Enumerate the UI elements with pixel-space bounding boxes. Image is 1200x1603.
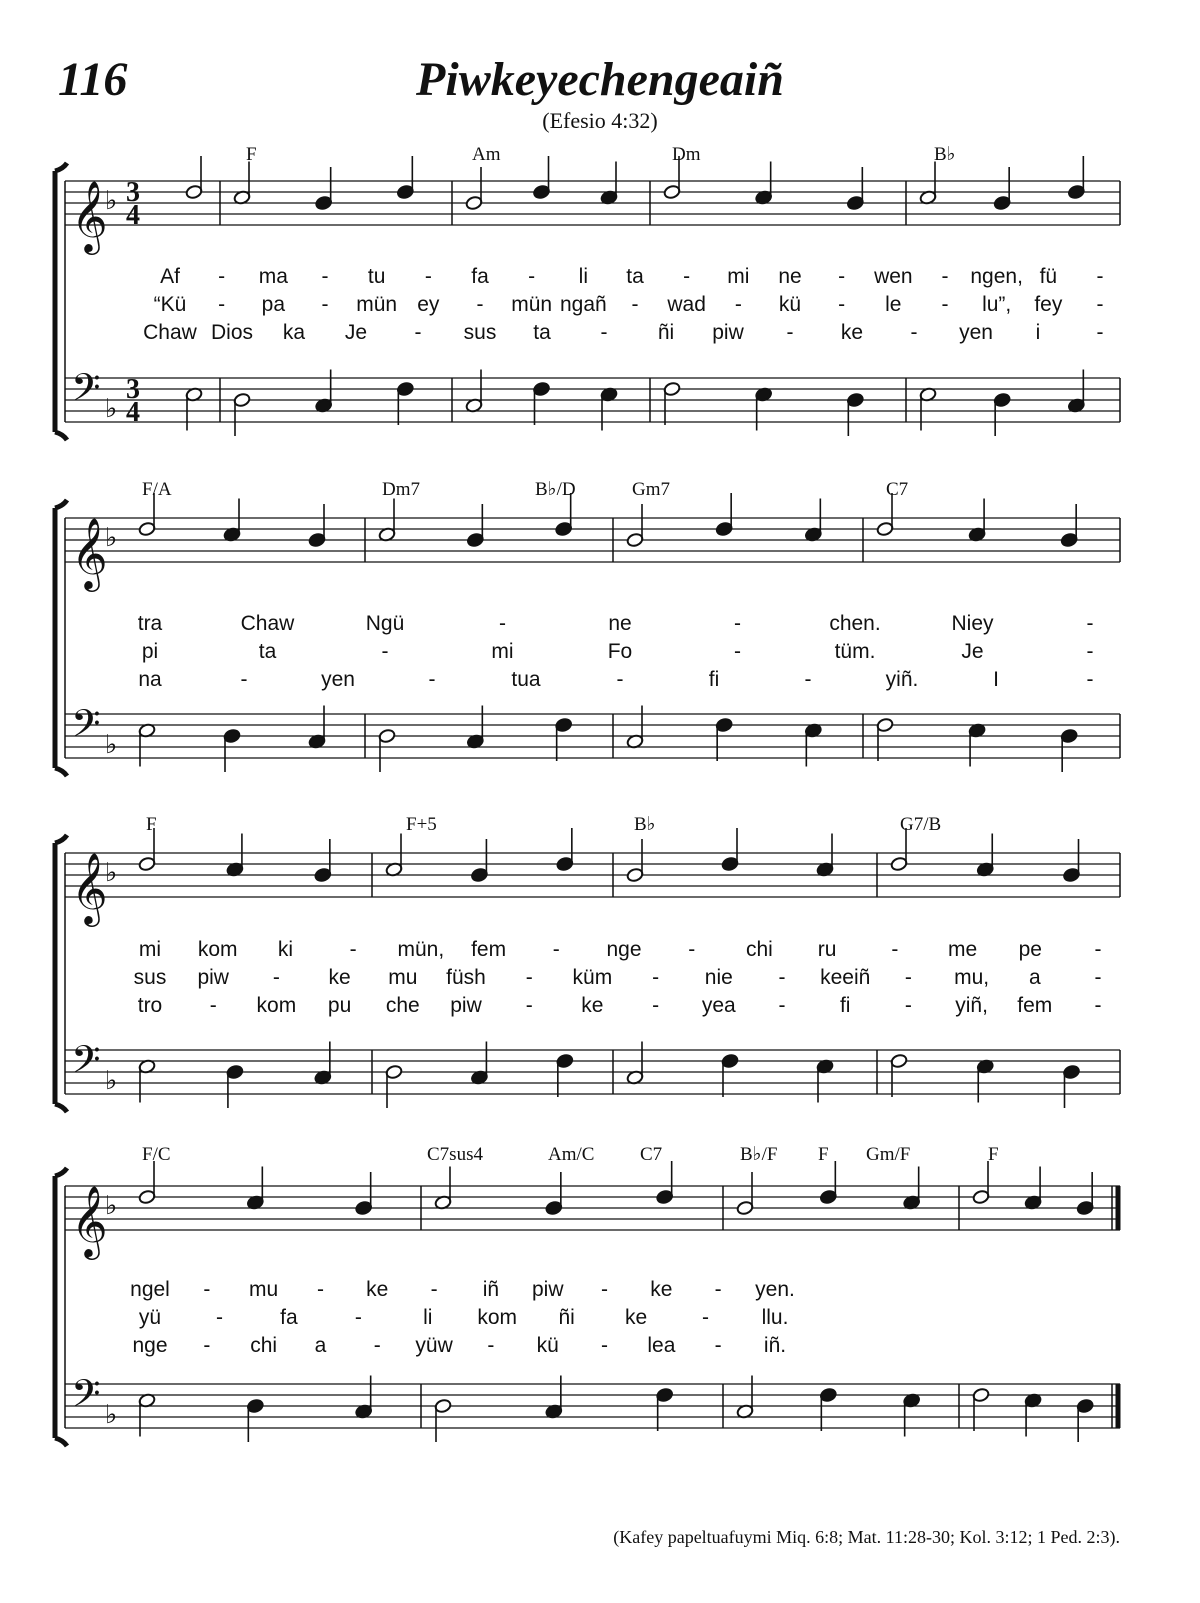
lyric-syllable: fü bbox=[1039, 265, 1058, 288]
treble-staff bbox=[65, 853, 1120, 897]
lyric-hyphen: - bbox=[381, 640, 389, 663]
lyric-hyphen: - bbox=[321, 293, 329, 316]
lyric-hyphen: - bbox=[487, 1334, 495, 1357]
lyric-hyphen: - bbox=[1094, 938, 1102, 961]
lyric-syllable: piw bbox=[531, 1278, 564, 1301]
lyric-hyphen: - bbox=[683, 265, 691, 288]
lyric-syllable: pi bbox=[141, 640, 159, 663]
lyric-hyphen: - bbox=[631, 293, 639, 316]
system-2 bbox=[55, 479, 1120, 776]
bass-staff bbox=[65, 1384, 1120, 1428]
key-signature-flat-icon: ♭ bbox=[105, 523, 118, 553]
lyric-syllable: mu bbox=[249, 1278, 279, 1301]
lyric-hyphen: - bbox=[786, 321, 794, 344]
chord-symbol: F bbox=[818, 1144, 829, 1165]
lyric-hyphen: - bbox=[734, 640, 741, 663]
lyric-hyphen: - bbox=[215, 1306, 223, 1329]
lyric-syllable: piw bbox=[712, 321, 744, 344]
lyric-syllable: a bbox=[314, 1334, 327, 1357]
lyric-syllable: ke bbox=[366, 1278, 389, 1301]
lyric-syllable: ke bbox=[328, 966, 351, 989]
chord-symbol: Gm7 bbox=[632, 479, 670, 500]
lyric-syllable: yiñ, bbox=[955, 994, 988, 1017]
lyric-syllable: mu, bbox=[954, 966, 990, 989]
chord-symbol: Gm/F bbox=[866, 1144, 911, 1165]
bass-clef-icon: 𝄢 bbox=[71, 1037, 101, 1091]
lyric-syllable: sus bbox=[133, 966, 167, 989]
lyric-syllable: fi bbox=[708, 668, 720, 691]
system-3 bbox=[55, 814, 1120, 1112]
lyric-syllable: fi bbox=[839, 994, 851, 1017]
key-signature-flat-icon: ♭ bbox=[105, 1191, 118, 1221]
lyric-syllable: li bbox=[578, 265, 589, 288]
chord-symbol: F/A bbox=[142, 479, 172, 500]
lyric-hyphen: - bbox=[601, 1278, 609, 1301]
lyric-syllable: ru bbox=[817, 938, 837, 961]
lyric-hyphen: - bbox=[688, 938, 696, 961]
lyric-hyphen: - bbox=[525, 966, 533, 989]
lyric-syllable: Fo bbox=[607, 640, 633, 663]
bass-staff bbox=[65, 378, 1120, 422]
lyric-hyphen: - bbox=[778, 966, 786, 989]
system-4 bbox=[55, 1144, 1120, 1446]
lyric-hyphen: - bbox=[941, 293, 949, 316]
lyric-syllable: Je bbox=[344, 321, 368, 344]
key-signature-flat-icon: ♭ bbox=[105, 1066, 118, 1096]
lyric-syllable: li bbox=[423, 1306, 433, 1329]
lyric-syllable: tüm. bbox=[834, 640, 876, 663]
lyric-hyphen: - bbox=[652, 994, 660, 1017]
lyric-syllable: fey bbox=[1034, 293, 1063, 316]
lyric-syllable: mün bbox=[511, 293, 553, 316]
lyric-syllable: Je bbox=[961, 640, 984, 663]
lyric-syllable: le bbox=[885, 293, 902, 316]
lyric-syllable: chen. bbox=[829, 612, 881, 635]
lyric-syllable: ñi bbox=[558, 1306, 575, 1329]
lyric-hyphen: - bbox=[778, 994, 786, 1017]
time-signature-bottom: 4 bbox=[126, 200, 140, 231]
key-signature-flat-icon: ♭ bbox=[105, 186, 118, 216]
chord-symbol: F bbox=[988, 1144, 999, 1165]
lyric-syllable: kom bbox=[477, 1306, 518, 1329]
chord-symbol: C7sus4 bbox=[427, 1144, 483, 1165]
lyric-syllable: na bbox=[138, 668, 162, 691]
chord-symbol: Dm bbox=[672, 144, 701, 165]
lyric-syllable: pa bbox=[261, 293, 286, 316]
lyric-syllable: fa bbox=[280, 1306, 298, 1329]
lyric-syllable: yü bbox=[138, 1306, 162, 1329]
lyric-syllable: ta bbox=[626, 265, 644, 288]
lyric-syllable: ke bbox=[581, 994, 604, 1017]
lyric-hyphen: - bbox=[424, 265, 432, 288]
lyric-syllable: chi bbox=[250, 1334, 278, 1357]
lyric-syllable: mi bbox=[491, 640, 514, 663]
lyric-syllable: a bbox=[1028, 966, 1041, 989]
lyric-syllable: ta bbox=[533, 321, 551, 344]
lyric-syllable: fem bbox=[471, 938, 507, 961]
time-signature-top: 3 bbox=[126, 177, 140, 208]
footer-scripture-references: (Kafey papeltuafuymi Miq. 6:8; Mat. 11:28-30; Kol. 3:12; 1 Ped. 2:3). bbox=[613, 1527, 1120, 1547]
hymn-number: 116 bbox=[58, 53, 128, 106]
lyric-syllable: ngel bbox=[130, 1278, 170, 1301]
lyric-hyphen: - bbox=[714, 1334, 722, 1357]
key-signature-flat-icon: ♭ bbox=[105, 730, 118, 760]
time-signature-top: 3 bbox=[126, 374, 140, 405]
chord-symbol: Dm7 bbox=[382, 479, 420, 500]
treble-staff bbox=[65, 518, 1120, 562]
chord-symbol: B♭/F bbox=[740, 1144, 778, 1165]
lyric-hyphen: - bbox=[349, 938, 357, 961]
lyric-hyphen: - bbox=[1086, 668, 1094, 691]
lyric-syllable: mi bbox=[138, 938, 162, 961]
chord-symbol: F+5 bbox=[406, 814, 437, 835]
key-signature-flat-icon: ♭ bbox=[105, 858, 118, 888]
lyric-syllable: iñ. bbox=[763, 1334, 787, 1357]
lyric-syllable: piw bbox=[197, 966, 229, 989]
lyric-hyphen: - bbox=[1086, 640, 1094, 663]
lyric-syllable: mün, bbox=[397, 938, 445, 961]
lyric-hyphen: - bbox=[373, 1334, 381, 1357]
lyric-hyphen: - bbox=[321, 265, 329, 288]
lyric-syllable: “Kü bbox=[153, 293, 187, 316]
lyric-syllable: i bbox=[1035, 321, 1041, 344]
lyric-hyphen: - bbox=[1096, 321, 1104, 344]
lyric-syllable: yen. bbox=[755, 1278, 795, 1301]
lyric-hyphen: - bbox=[1096, 293, 1104, 316]
chord-symbol: F bbox=[246, 144, 257, 165]
lyric-hyphen: - bbox=[209, 994, 217, 1017]
lyric-syllable: chi bbox=[745, 938, 773, 961]
lyric-syllable: Niey bbox=[951, 612, 994, 635]
lyric-hyphen: - bbox=[616, 668, 624, 691]
lyric-syllable: I bbox=[993, 668, 999, 691]
lyric-syllable: Chaw bbox=[240, 612, 295, 635]
lyric-syllable: yen bbox=[959, 321, 993, 344]
lyric-hyphen: - bbox=[904, 966, 912, 989]
lyric-hyphen: - bbox=[203, 1334, 211, 1357]
lyric-hyphen: - bbox=[476, 293, 484, 316]
lyric-hyphen: - bbox=[891, 938, 899, 961]
chord-symbol: Am/C bbox=[548, 1144, 595, 1165]
lyric-hyphen: - bbox=[734, 612, 741, 635]
lyric-syllable: ke bbox=[650, 1278, 673, 1301]
lyric-hyphen: - bbox=[240, 668, 248, 691]
lyric-hyphen: - bbox=[499, 612, 506, 635]
chord-symbol: C7 bbox=[886, 479, 909, 500]
lyric-hyphen: - bbox=[414, 321, 422, 344]
bass-staff bbox=[65, 1050, 1120, 1094]
chord-symbol: B♭ bbox=[934, 144, 956, 165]
hymn-title: Piwkeyechengeaiñ bbox=[416, 53, 784, 106]
lyric-hyphen: - bbox=[1086, 612, 1094, 635]
lyric-syllable: Chaw bbox=[143, 321, 197, 344]
bass-staff bbox=[65, 714, 1120, 758]
chord-symbol: C7 bbox=[640, 1144, 663, 1165]
lyric-syllable: yiñ. bbox=[885, 668, 919, 691]
treble-clef-icon: 𝄞 bbox=[71, 179, 108, 252]
lyric-syllable: nge bbox=[606, 938, 642, 961]
lyric-syllable: ka bbox=[282, 321, 306, 344]
lyric-syllable: tro bbox=[137, 994, 163, 1017]
lyric-hyphen: - bbox=[804, 668, 812, 691]
lyric-hyphen: - bbox=[1096, 265, 1104, 288]
key-signature-flat-icon: ♭ bbox=[105, 394, 118, 424]
lyric-hyphen: - bbox=[218, 293, 226, 316]
lyric-syllable: ma bbox=[258, 265, 288, 288]
lyric-syllable: che bbox=[385, 994, 420, 1017]
lyric-syllable: ke bbox=[840, 321, 864, 344]
chord-symbol: F bbox=[146, 814, 157, 835]
lyric-hyphen: - bbox=[430, 1278, 438, 1301]
key-signature-flat-icon: ♭ bbox=[105, 1400, 118, 1430]
lyric-syllable: pu bbox=[327, 994, 352, 1017]
lyric-hyphen: - bbox=[600, 321, 608, 344]
lyric-hyphen: - bbox=[910, 321, 918, 344]
lyric-syllable: nie bbox=[704, 966, 733, 989]
lyric-syllable: kü bbox=[536, 1334, 559, 1357]
chord-symbol: G7/B bbox=[900, 814, 942, 835]
lyric-hyphen: - bbox=[428, 668, 436, 691]
lyric-hyphen: - bbox=[1094, 994, 1102, 1017]
lyric-syllable: piw bbox=[450, 994, 482, 1017]
lyric-syllable: tu bbox=[367, 265, 386, 288]
lyric-hyphen: - bbox=[272, 966, 280, 989]
time-signature-bottom: 4 bbox=[126, 397, 140, 428]
lyric-syllable: ke bbox=[625, 1306, 648, 1329]
lyric-hyphen: - bbox=[941, 265, 949, 288]
lyric-syllable: lea bbox=[647, 1334, 676, 1357]
chord-symbol: B♭ bbox=[634, 814, 656, 835]
lyric-syllable: tra bbox=[137, 612, 163, 635]
bass-clef-icon: 𝄢 bbox=[71, 701, 101, 755]
lyric-syllable: Dios bbox=[210, 321, 254, 344]
lyric-syllable: kom bbox=[197, 938, 238, 961]
lyric-hyphen: - bbox=[203, 1278, 211, 1301]
chord-symbol: F/C bbox=[142, 1144, 171, 1165]
hymn-scripture-reference: (Efesio 4:32) bbox=[542, 108, 658, 133]
lyric-syllable: Af bbox=[160, 265, 180, 288]
lyric-hyphen: - bbox=[904, 994, 912, 1017]
lyric-syllable: yea bbox=[701, 994, 736, 1017]
lyric-hyphen: - bbox=[838, 293, 846, 316]
treble-clef-icon: 𝄞 bbox=[71, 1184, 108, 1257]
lyric-hyphen: - bbox=[702, 1306, 710, 1329]
treble-clef-icon: 𝄞 bbox=[71, 851, 108, 924]
lyric-hyphen: - bbox=[218, 265, 226, 288]
lyric-syllable: kom bbox=[256, 994, 297, 1017]
lyric-hyphen: - bbox=[838, 265, 846, 288]
lyric-hyphen: - bbox=[601, 1334, 609, 1357]
lyric-syllable: yen bbox=[321, 668, 355, 691]
lyric-syllable: mün bbox=[356, 293, 398, 316]
lyric-syllable: sus bbox=[463, 321, 497, 344]
treble-clef-icon: 𝄞 bbox=[71, 516, 108, 589]
lyric-syllable: lu”, bbox=[982, 293, 1012, 316]
lyric-hyphen: - bbox=[552, 938, 560, 961]
lyric-syllable: ey bbox=[417, 293, 440, 316]
lyric-syllable: ne bbox=[778, 265, 802, 288]
lyric-syllable: ngen, bbox=[970, 265, 1023, 288]
lyric-syllable: tua bbox=[511, 668, 541, 691]
lyric-syllable: ngañ bbox=[559, 293, 607, 316]
lyric-hyphen: - bbox=[734, 293, 742, 316]
system-1 bbox=[55, 144, 1120, 440]
lyric-syllable: pe bbox=[1018, 938, 1042, 961]
lyric-syllable: ne bbox=[608, 612, 632, 635]
lyric-syllable: llu. bbox=[761, 1306, 789, 1329]
lyric-syllable: fem bbox=[1017, 994, 1053, 1017]
lyric-hyphen: - bbox=[354, 1306, 362, 1329]
chord-symbol: Am bbox=[472, 144, 501, 165]
lyric-syllable: keeiñ bbox=[820, 966, 871, 989]
lyric-syllable: fa bbox=[471, 265, 489, 288]
lyric-syllable: ñi bbox=[657, 321, 675, 344]
chord-symbol: B♭/D bbox=[535, 479, 576, 500]
lyric-hyphen: - bbox=[528, 265, 536, 288]
lyric-hyphen: - bbox=[525, 994, 533, 1017]
lyric-hyphen: - bbox=[316, 1278, 324, 1301]
lyric-syllable: füsh bbox=[446, 966, 486, 989]
lyric-syllable: Ngü bbox=[365, 612, 405, 635]
treble-staff bbox=[65, 1186, 1120, 1230]
lyric-syllable: nge bbox=[132, 1334, 168, 1357]
lyric-hyphen: - bbox=[1094, 966, 1102, 989]
lyric-syllable: yüw bbox=[415, 1334, 453, 1357]
bass-clef-icon: 𝄢 bbox=[71, 365, 101, 419]
lyric-syllable: me bbox=[947, 938, 978, 961]
lyric-syllable: küm bbox=[572, 966, 613, 989]
lyric-syllable: iñ bbox=[482, 1278, 500, 1301]
lyric-hyphen: - bbox=[714, 1278, 722, 1301]
lyric-syllable: mu bbox=[388, 966, 418, 989]
lyric-syllable: wad bbox=[667, 293, 706, 316]
bass-clef-icon: 𝄢 bbox=[71, 1371, 101, 1425]
lyric-syllable: mi bbox=[727, 265, 750, 288]
lyric-hyphen: - bbox=[652, 966, 660, 989]
lyric-syllable: ta bbox=[258, 640, 277, 663]
lyric-syllable: kü bbox=[778, 293, 802, 316]
treble-staff bbox=[65, 181, 1120, 225]
lyric-syllable: wen bbox=[874, 265, 913, 288]
lyric-syllable: ki bbox=[277, 938, 294, 961]
